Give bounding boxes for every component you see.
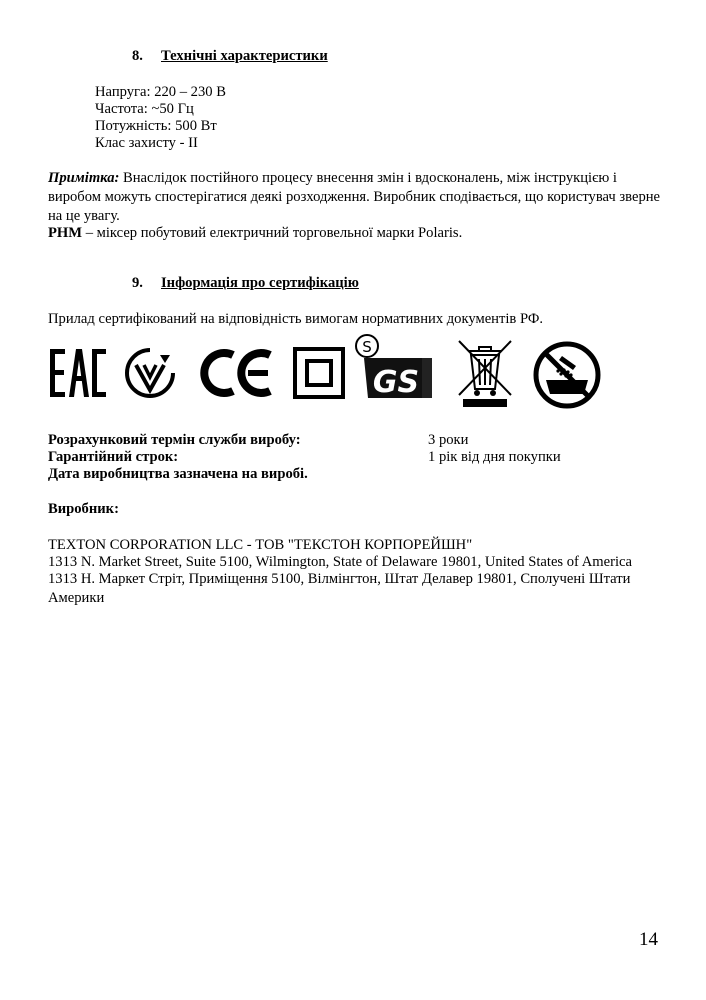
service-life-label: Розрахунковий термін служби виробу:: [48, 432, 301, 448]
phm-text: – міксер побутовий електричний торговельної марки Polaris.: [82, 225, 463, 241]
production-date-note: Дата виробництва зазначена на виробі.: [48, 466, 308, 482]
weee-crossed-bin-icon: [455, 337, 515, 409]
section-9-title: Інформація про сертифікацію: [161, 275, 359, 291]
note-paragraph: [48, 169, 668, 226]
gs-safety-mark-icon: [352, 332, 436, 400]
spec-power: Потужність: 500 Вт: [95, 118, 217, 134]
certification-intro: Прилад сертифікований на відповідність вимогам нормативних документів РФ.: [48, 311, 544, 327]
eac-mark-icon: [48, 346, 108, 400]
section-9-number: 9.: [132, 275, 143, 291]
note-text: Внаслідок постійного процесу внесення змін і вдосконалень, між інструкцією і виробом можуть спостерігатися деякі розходження. Виробник сподівається, що користувач зверне на це увагу.: [48, 170, 661, 224]
manufacturer-heading: Виробник:: [48, 501, 119, 517]
class-ii-insulation-icon: [293, 347, 345, 399]
section-8-title: Технічні характеристики: [161, 48, 328, 64]
no-water-immersion-icon: [532, 340, 602, 410]
ce-mark-icon: [200, 347, 276, 399]
service-life-value: 3 роки: [428, 432, 469, 448]
ua-conformity-mark-icon: [124, 347, 176, 399]
spec-protection-class: Клас захисту - II: [95, 135, 198, 151]
phm-line: [48, 224, 462, 243]
warranty-value: 1 рік від дня покупки: [428, 449, 561, 465]
svg-text:GS: GS: [372, 365, 420, 400]
spec-frequency: Частота: ~50 Гц: [95, 101, 194, 117]
manufacturer-address-en: 1313 N. Market Street, Suite 5100, Wilmington, State of Delaware 19801, United States of America: [48, 554, 632, 570]
warranty-label: Гарантійний строк:: [48, 449, 179, 465]
manufacturer-address-ua: 1313 Н. Маркет Стріт, Приміщення 5100, Вілмінгтон, Штат Делавер 19801, Сполучені Штати Америки: [48, 571, 631, 606]
page-number: 14: [639, 929, 658, 950]
manufacturer-name: TEXTON CORPORATION LLC - ТОВ "ТЕКСТОН КОРПОРЕЙШН": [48, 537, 473, 553]
svg-text:S: S: [362, 338, 372, 356]
spec-voltage: Напруга: 220 – 230 В: [95, 84, 226, 100]
section-8-number: 8.: [132, 48, 143, 64]
phm-label: PHM: [48, 225, 83, 241]
note-label: Примітка:: [48, 170, 120, 186]
